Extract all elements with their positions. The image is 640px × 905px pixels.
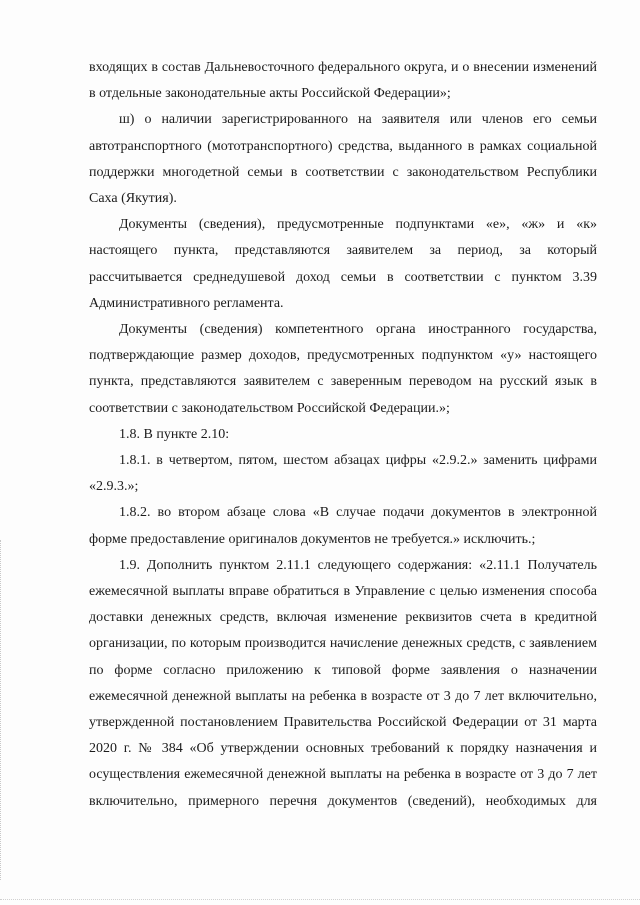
paragraph-item-1-9: 1.9. Дополнить пунктом 2.11.1 следующего содержания: «2.11.1 Получатель ежемесячной выплаты вправе обратиться в Управление с целью изменения способа доставки денежных средств, включая изменение реквизитов счета в кредитной организации, по которым производится начисление денежных средств, с заявлением по форме согласно приложению к типовой форме заявления о назначении ежемесячной денежной выплаты на ребенка в возрасте от 3 до 7 лет включительно, утвержденной постановлением Правительства Российской Федерации от 31 марта 2020 г. № 384 «Об утверждении основных требований к порядку назначения и осуществления ежемесячной денежной выплаты на ребенка в возрасте от 3 до 7 лет включительно, примерного перечня документов (сведений), необходимых для <box>89 557 597 809</box>
document-body <box>89 55 597 815</box>
scan-edge-mark <box>0 540 3 880</box>
paragraph-foreign-documents: Документы (сведения) компетентного органа иностранного государства, подтверждающие размер доходов, предусмотренных подпунктом «у» настоящего пункта, представляются заявителем с заверенным переводом на русский язык в соответствии с законодательством Российской Федерации.»; <box>89 322 597 416</box>
paragraph-documents-period: Документы (сведения), предусмотренные подпунктами «е», «ж» и «к» настоящего пункта, представляются заявителем за период, за который рассчитывается среднедушевой доход семьи в соответствии с пунктом 3.39 Административного регламента. <box>89 217 597 311</box>
paragraph-subitem-sh: ш) о наличии зарегистрированного на заявителя или членов его семьи автотранспортного (мототранспортного) средства, выданного в рамках социальной поддержки многодетной семьи в соответствии с законодательством Республики Саха (Якутия). <box>89 112 597 207</box>
page-bottom-edge <box>0 899 640 901</box>
paragraph-item-1-8: 1.8. В пункте 2.10: <box>119 426 230 442</box>
paragraph-item-1-8-2: 1.8.2. во втором абзаце слова «В случае подачи документов в электронной форме предоставление оригиналов документов не требуется.» исключить.; <box>89 505 597 547</box>
paragraph-item-1-8-1: 1.8.1. в четвертом, пятом, шестом абзацах цифры «2.9.2.» заменить цифрами «2.9.3.»; <box>89 453 597 495</box>
paragraph-continuation: входящих в состав Дальневосточного федерального округа, и о внесении изменений в отдельные законодательные акты Российской Федерации»; <box>89 60 597 102</box>
